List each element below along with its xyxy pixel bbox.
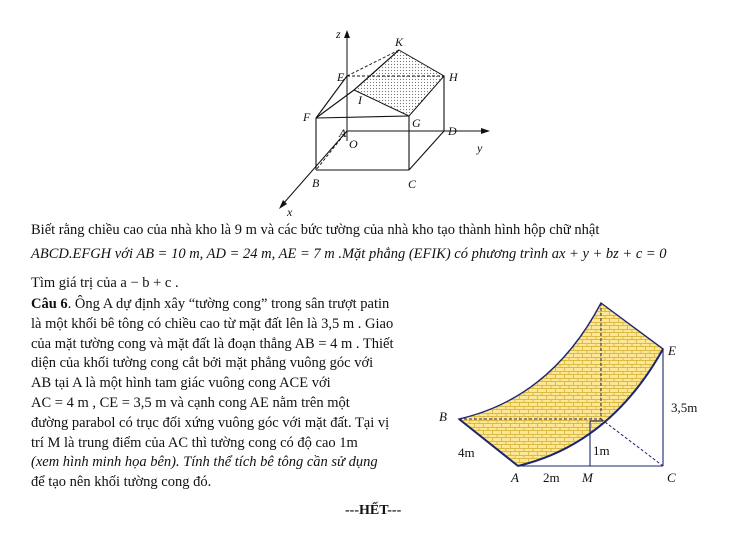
label-C: C (408, 177, 417, 191)
problem5-line3: Tìm giá trị của a − b + c . (31, 275, 179, 291)
label-x: x (287, 205, 293, 219)
label-y: y (477, 141, 483, 155)
y-arrow (481, 128, 490, 134)
label-O: O (349, 137, 358, 151)
label-z: z (336, 27, 341, 41)
warehouse-figure (270, 22, 500, 222)
label-I: I (358, 93, 362, 107)
fig2-label-AB: 4m (458, 445, 475, 460)
problem5-line1: Biết rằng chiều cao của nhà kho là 9 m và các bức tường của nhà kho tạo thành hình hộp chữ nhật (31, 222, 600, 238)
problem6-line-3: diện của khối tường cong cắt bởi mặt phẳng vuông góc với (31, 355, 374, 372)
problem6-line-4: AB tại A là một hình tam giác vuông cong ACE với (31, 375, 331, 392)
label-G: G (412, 116, 421, 130)
label-H: H (449, 70, 458, 84)
x-axis (283, 131, 347, 204)
problem6-line-0: Câu 6. Ông A dự định xây “tường cong” trong sân trượt patin (31, 296, 390, 312)
problem6-line-2: của mặt tường cong và mặt đất là đoạn thẳng AB = 4 m . Thiết (31, 335, 394, 352)
fig2-label-A: A (511, 470, 519, 485)
fig2-label-C: C (667, 470, 676, 485)
fig2-label-AM: 2m (543, 470, 560, 485)
problem6-line-9: để tạo nên khối tường cong đó. (31, 474, 212, 491)
problem6-text (31, 295, 423, 493)
label-A: A (339, 126, 347, 140)
fig2-label-B: B (439, 409, 447, 424)
label-E: E (337, 70, 345, 84)
problem6-line-8: (xem hình minh họa bên). Tính thể tích bê tông cần sử dụng (31, 454, 378, 471)
end-marker: ---HẾT--- (345, 503, 402, 518)
problem6-line-7: trí M là trung điểm của AC thì tường cong có độ cao 1m (31, 434, 358, 451)
problem6-line-1: là một khối bê tông có chiều cao từ mặt đất lên là 3,5 m . Giao (31, 315, 394, 332)
fig2-label-E: E (668, 343, 676, 358)
z-arrow (344, 30, 350, 38)
problem6-line-6: đường parabol có trục đối xứng vuông góc với mặt đất. Tại vị (31, 414, 390, 431)
curved-wall-figure (425, 295, 715, 490)
fig2-label-CE: 3,5m (671, 400, 698, 415)
roof-face (354, 50, 444, 116)
label-F: F (303, 110, 311, 124)
fig2-label-M: M (582, 470, 593, 485)
problem6-label: Câu 6 (31, 296, 68, 312)
label-B: B (312, 176, 320, 190)
label-K: K (395, 35, 404, 49)
fig2-label-M-height: 1m (593, 443, 610, 458)
problem6-line-5: AC = 4 m , CE = 3,5 m và cạnh cong AE nằm trên một (31, 394, 350, 411)
problem5-line2: ABCD.EFGH với AB = 10 m, AD = 24 m, AE = 7 m .Mặt phẳng (EFIK) có phương trình ax + y + bz + c = 0 (31, 246, 667, 262)
label-D: D (448, 124, 457, 138)
wall-surface (459, 303, 663, 466)
